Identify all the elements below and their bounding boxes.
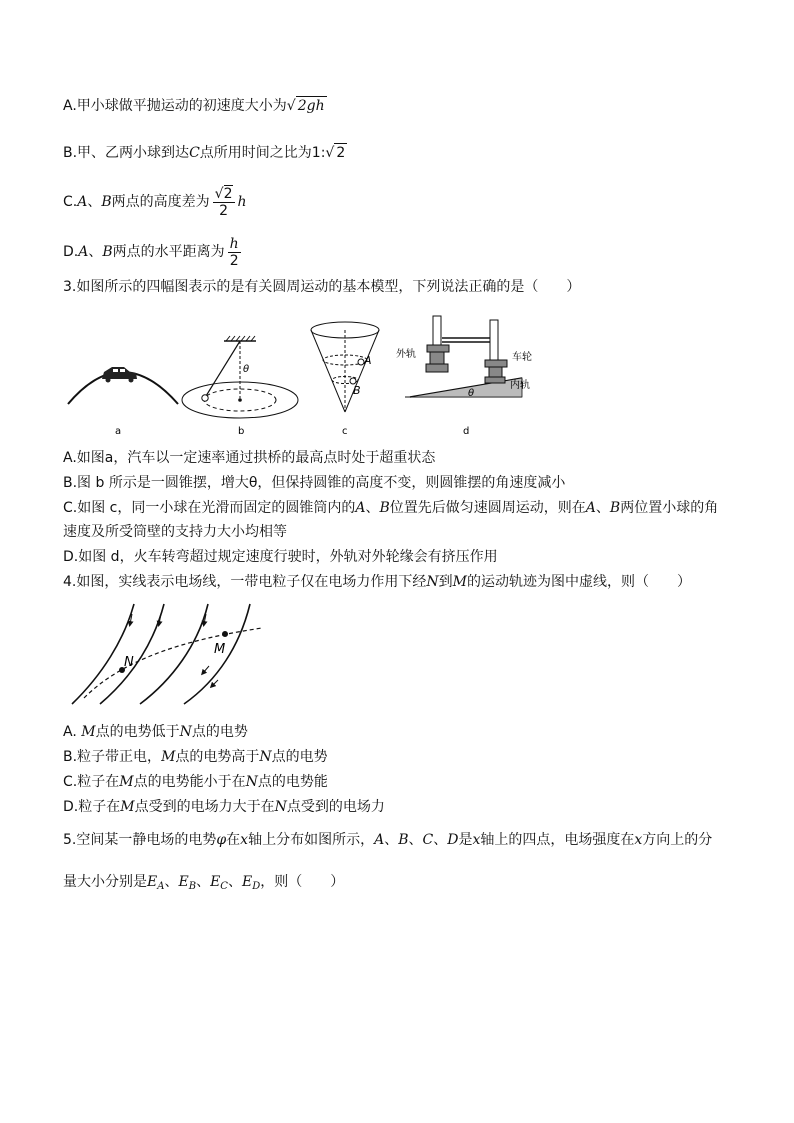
q3-option-d: D.如图 d，火车转弯超过规定速度行驶时，外轨对外轮缘会有挤压作用: [63, 549, 498, 565]
q4-field-figure: [62, 600, 282, 710]
q3-option-b: B.图 b 所示是一圆锥摆，增大θ，但保持圆锥的高度不变，则圆锥摆的角速度减小: [63, 475, 566, 491]
fig-b-conical-pendulum: [182, 336, 298, 437]
q3-option-c-line2: 速度及所受筒壁的支持力大小均相等: [63, 524, 287, 540]
point-M-label: M: [214, 642, 226, 657]
point-A-label: A: [364, 354, 372, 367]
fig-c-cone: [311, 322, 379, 437]
theta-label: θ: [243, 364, 250, 375]
fraction: $\frac{√2}{2}$: [214, 185, 233, 219]
fig-d-train-rails: [396, 316, 532, 437]
q5-stem-line1: 5.空间某一静电场的电势φ在x轴上分布如图所示，A、B、C、D是x轴上的四点，电场强度在x方向上的分: [63, 832, 713, 848]
q2-option-b: B.甲、乙两小球到达C点所用时间之比为1:√ 2: [63, 145, 346, 161]
q4-stem: 4.如图，实线表示电场线，一带电粒子仅在电场力作用下经N到M的运动轨迹为图中虚线，则（ ）: [63, 574, 691, 590]
car-icon: [102, 367, 137, 383]
fig-a-bridge: [68, 367, 178, 437]
q4-option-d: D.粒子在M点受到的电场力大于在N点受到的电场力: [63, 799, 385, 815]
outer-rail-label: 外轨: [396, 349, 416, 360]
inner-rail-label: 内轨: [510, 380, 530, 391]
point-B-label: B: [353, 384, 361, 397]
fig-d-label: d: [463, 426, 470, 437]
fig-b-label: b: [238, 426, 245, 437]
sqrt-expression: √ 2: [325, 145, 346, 161]
q2-option-d: D.A、B两点的水平距离为 $\frac{h}{2}$: [63, 235, 239, 269]
q2-option-a: A.甲小球做平抛运动的初速度大小为√ 2gh: [63, 98, 325, 114]
q2-option-c: C.A、B两点的高度差为 $\frac{√2}{2}$ h: [63, 185, 247, 219]
q4-option-a: A. M点的电势低于N点的电势: [63, 724, 248, 740]
fraction: $\frac{h}{2}$: [229, 235, 239, 269]
fig-c-label: c: [342, 426, 348, 437]
q4-option-c: C.粒子在M点的电势能小于在N点的电势能: [63, 774, 328, 790]
q4-option-b: B.粒子带正电，M点的电势高于N点的电势: [63, 749, 328, 765]
q3-option-a: A.如图a，汽车以一定速率通过拱桥的最高点时处于超重状态: [63, 450, 436, 466]
q5-stem-line2: 量大小分别是$E_A$、$E_B$、$E_C$、$E_D$，则（ ）: [63, 874, 345, 892]
point-N-label: N: [124, 655, 134, 670]
fig-a-label: a: [115, 426, 122, 437]
q3-stem: 3.如图所示的四幅图表示的是有关圆周运动的基本模型，下列说法正确的是（ ）: [63, 279, 581, 295]
q3-option-c-line1: C.如图 c，同一小球在光滑而固定的圆锥筒内的A、B位置先后做匀速圆周运动，则在A、B两位置小球的角: [63, 500, 719, 516]
sqrt-expression: √ 2gh: [286, 98, 325, 114]
wheel-label: 车轮: [512, 352, 532, 363]
q3-figure: [60, 308, 540, 438]
theta-label: θ: [468, 388, 475, 399]
